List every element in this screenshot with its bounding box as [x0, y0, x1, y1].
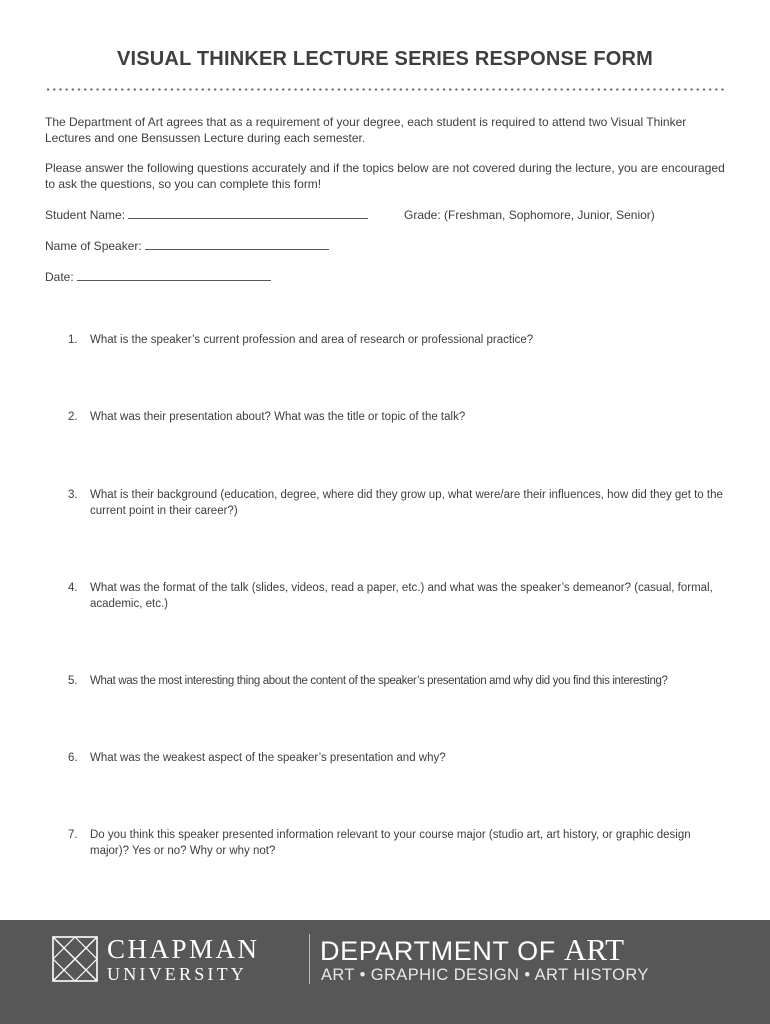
chapman-window-logo-icon: [52, 936, 98, 982]
form-title: VISUAL THINKER LECTURE SERIES RESPONSE FORM: [116, 48, 654, 70]
question-text: What was the most interesting thing about the content of the speaker’s presentation amd why did you find this interesting?: [90, 675, 668, 687]
speaker-name-line[interactable]: [145, 239, 329, 250]
speaker-name-label: Name of Speaker:: [45, 239, 142, 253]
instructions-paragraph: Please answer the following questions accurately and if the topics below are not covered during the lecture, you are encouraged to ask the questions, so you can complete this form!: [45, 161, 725, 191]
intro-paragraph: The Department of Art agrees that as a requirement of your degree, each student is required to attend two Visual Thinker Lectures and one Bensussen Lecture during each semester.: [45, 115, 687, 145]
question-text: What was the weakest aspect of the speaker’s presentation and why?: [90, 752, 446, 764]
question-text: What is their background (education, degree, where did they grow up, what were/are their influences, how did they get to the current point in their career?): [90, 489, 723, 517]
footer-banner: [0, 920, 770, 1024]
question-number: 4.: [68, 582, 78, 594]
student-name-label: Student Name:: [45, 208, 126, 222]
department-prefix: DEPARTMENT OF: [320, 936, 556, 966]
question-number: 7.: [68, 829, 78, 841]
question-text: What was their presentation about? What was the title or topic of the talk?: [90, 411, 466, 423]
student-name-line[interactable]: [128, 208, 368, 219]
grade-label: Grade: (Freshman, Sophomore, Junior, Senior): [404, 208, 655, 222]
question-number: 6.: [68, 752, 78, 764]
dotted-divider: [45, 88, 727, 91]
date-label: Date:: [45, 270, 74, 284]
department-subtitle: ART • GRAPHIC DESIGN • ART HISTORY: [321, 966, 649, 984]
footer-divider: [309, 934, 310, 984]
speaker-name-field[interactable]: [45, 239, 329, 253]
question-text: What is the speaker’s current profession and area of research or professional practice?: [90, 334, 534, 346]
question-text: What was the format of the talk (slides, videos, read a paper, etc.) and what was the speaker’s demeanor? (casual, formal, academic, etc.): [90, 582, 713, 610]
question-number: 5.: [68, 675, 78, 687]
question-number: 2.: [68, 411, 78, 423]
student-name-field[interactable]: [45, 208, 368, 222]
date-line[interactable]: [77, 270, 271, 281]
date-field[interactable]: [45, 270, 271, 284]
question-number: 3.: [68, 489, 78, 501]
question-number: 1.: [68, 334, 78, 346]
department-art: ART: [563, 932, 625, 967]
department-name: [320, 932, 624, 968]
university-name-line1: CHAPMAN: [107, 934, 260, 964]
university-name-line2: UNIVERSITY: [107, 964, 247, 984]
question-text: Do you think this speaker presented information relevant to your course major (studio art, art history, or graphic design major)? Yes or no? Why or why not?: [90, 829, 691, 857]
